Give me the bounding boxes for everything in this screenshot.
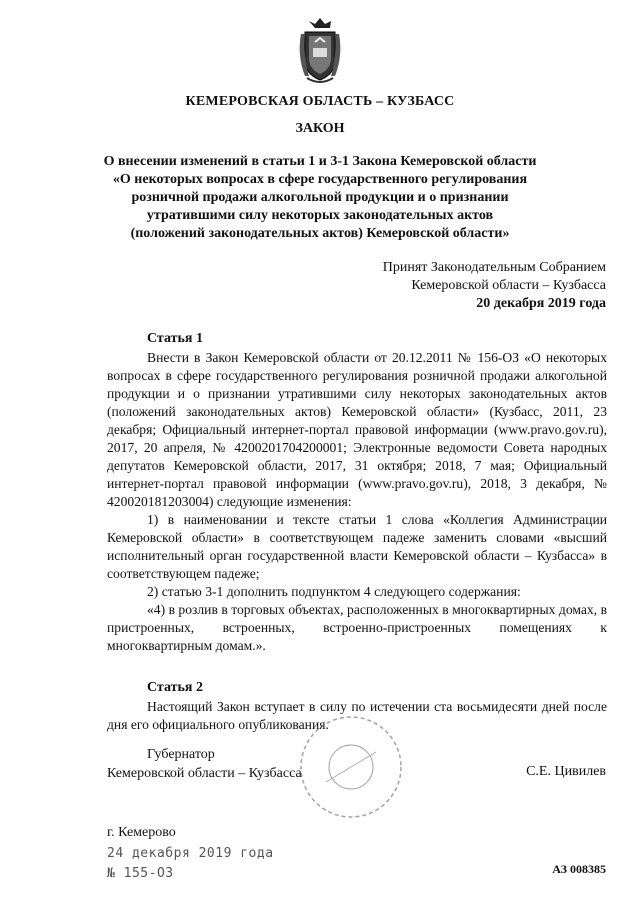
region-heading: КЕМЕРОВСКАЯ ОБЛАСТЬ – КУЗБАСС [185, 94, 455, 109]
article-paragraph: Настоящий Закон вступает в силу по истечении ста восьмидесяти дней после дня его официального опубликования. [107, 699, 607, 732]
article-paragraph: Внести в Закон Кемеровской области от 20.12.2011 № 156-ОЗ «О некоторых вопросах в сфере государственного регулирования розничной продажи алкогольной продукции и о признании утратившими силу некоторых законодательных актов (положений законодательных актов) Кемеровской области» (Кузбасс, 2011, 23 декабря; Официальный интернет-портал правовой информации (www.pravo.gov.ru), 2017, 20 апреля, № 4200201704200001; Электронные ведомости Совета народных депутатов Кемеровской области, 2017, 31 октября; 2018, 7 мая; Официальный интернет-портал правовой информации (www.pravo.gov.ru), 2018, 3 декабря, № 420020181203004) следующие изменения: [107, 350, 607, 509]
governor-label: Губернатор [147, 747, 215, 762]
adopted-by: Принят Законодательным Собранием [382, 260, 606, 275]
adopted-body: Кемеровской области – Кузбасса [411, 278, 606, 293]
article-1-title: Статья 1 [147, 331, 203, 346]
governor-region: Кемеровской области – Кузбасса [107, 766, 302, 781]
typed-number: № 155-ОЗ [107, 866, 174, 881]
title-line: (положений законодательных актов) Кемеровской области» [130, 226, 510, 241]
coat-of-arms-icon [295, 16, 345, 86]
governor-title [107, 745, 302, 783]
document-type: ЗАКОН [295, 121, 345, 136]
form-code: АЗ 008385 [552, 862, 606, 876]
title-line: розничной продажи алкогольной продукции и о признании [131, 190, 509, 205]
title-line: утратившими силу некоторых законодательных актов [146, 208, 494, 223]
governor-name: С.Е. Цивилев [526, 764, 606, 779]
article-paragraph: 1) в наименовании и тексте статьи 1 слова «Коллегия Администрации Кемеровской области» в соответствующем падеже заменить словами «высший исполнительный орган государственной власти Кемеровской области – Кузбасса» в соответствующем падеже; [107, 512, 607, 581]
adoption-block [383, 259, 606, 313]
title-line: «О некоторых вопросах в сфере государственного регулирования [112, 172, 528, 187]
place: г. Кемерово [107, 825, 176, 840]
adoption-date: 20 декабря 2019 года [476, 296, 606, 311]
article-2-title: Статья 2 [147, 680, 203, 695]
document-title [90, 153, 550, 243]
typed-date: 24 декабря 2019 года [107, 846, 274, 861]
article-paragraph: 2) статью 3-1 дополнить подпунктом 4 следующего содержания: [147, 584, 521, 599]
article-1-body [107, 349, 607, 655]
article-paragraph: «4) в розлив в торговых объектах, расположенных в многоквартирных домах, в пристроенных, встроенных, встроенно-пристроенных помещениях к многоквартирным домам.». [107, 602, 607, 653]
registration-stamp-icon [296, 712, 406, 822]
title-line: О внесении изменений в статьи 1 и 3-1 Закона Кемеровской области [103, 154, 537, 169]
